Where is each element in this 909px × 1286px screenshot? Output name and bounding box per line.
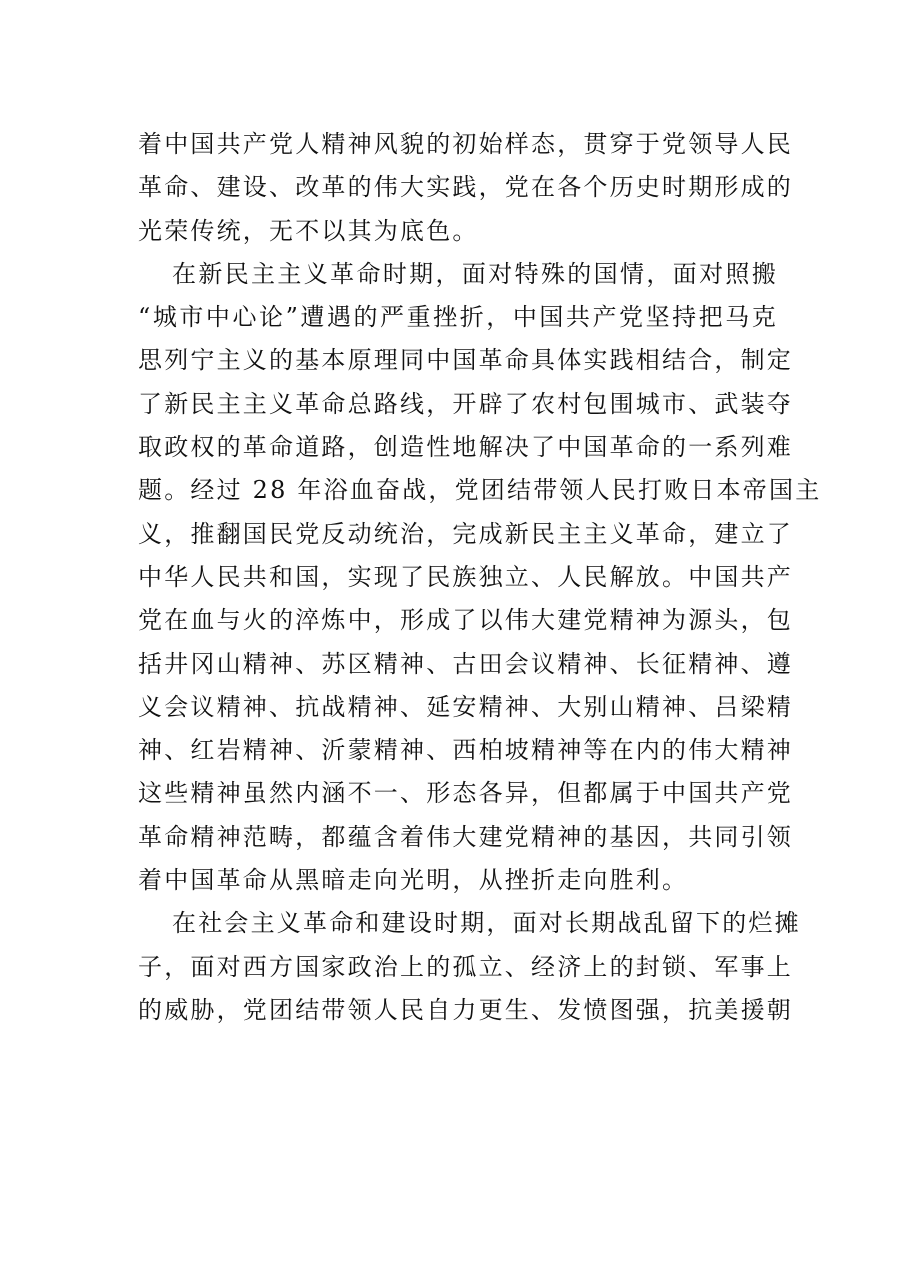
text-line: 取政权的革命道路，创造性地解决了中国革命的一系列难 (138, 433, 793, 462)
text-line: 在新民主主义革命时期，面对特殊的国情，面对照搬 (172, 259, 778, 288)
text-line: 着中国共产党人精神风貌的初始样态，贯穿于党领导人民 (138, 130, 793, 158)
text-line: 中华人民共和国，实现了民族独立、人民解放。中国共产 (138, 562, 793, 591)
text-line: 革命精神范畴，都蕴含着伟大建党精神的基因，共同引领 (138, 822, 793, 851)
text-line: 子，面对西方国家政治上的孤立、经济上的封锁、军事上 (138, 952, 793, 981)
text-line: 了新民主主义革命总路线，开辟了农村包围城市、武装夺 (138, 389, 793, 418)
text-line: 括井冈山精神、苏区精神、古田会议精神、长征精神、遵 (138, 649, 793, 678)
text-line: 在社会主义革命和建设时期，面对长期战乱留下的烂摊 (172, 909, 801, 938)
text-line: 光荣传统，无不以其为底色。 (138, 216, 479, 245)
text-line: 的威胁，党团结带领人民自力更生、发愤图强，抗美援朝 (138, 995, 793, 1024)
text-line: 神、红岩精神、沂蒙精神、西柏坡精神等在内的伟大精神 (138, 736, 793, 765)
text-line: 革命、建设、改革的伟大实践，党在各个历史时期形成的 (138, 173, 793, 202)
text-line: 着中国革命从黑暗走向光明，从挫折走向胜利。 (138, 866, 689, 895)
text-line: “城市中心论”遭遇的严重挫折，中国共产党坚持把马克 (138, 303, 778, 332)
text-line: 思列宁主义的基本原理同中国革命具体实践相结合，制定 (138, 346, 793, 375)
text-line: 义会议精神、抗战精神、延安精神、大别山精神、吕梁精 (138, 692, 793, 721)
text-line: 题。经过 28 年浴血奋战，党团结带领人民打败日本帝国主 (138, 476, 822, 505)
body-text (138, 123, 822, 1032)
text-line: 义，推翻国民党反动统治，完成新民主主义革命，建立了 (138, 519, 793, 548)
text-line: 党在血与火的淬炼中，形成了以伟大建党精神为源头，包 (138, 606, 793, 635)
text-line: 这些精神虽然内涵不一、形态各异，但都属于中国共产党 (138, 779, 793, 808)
